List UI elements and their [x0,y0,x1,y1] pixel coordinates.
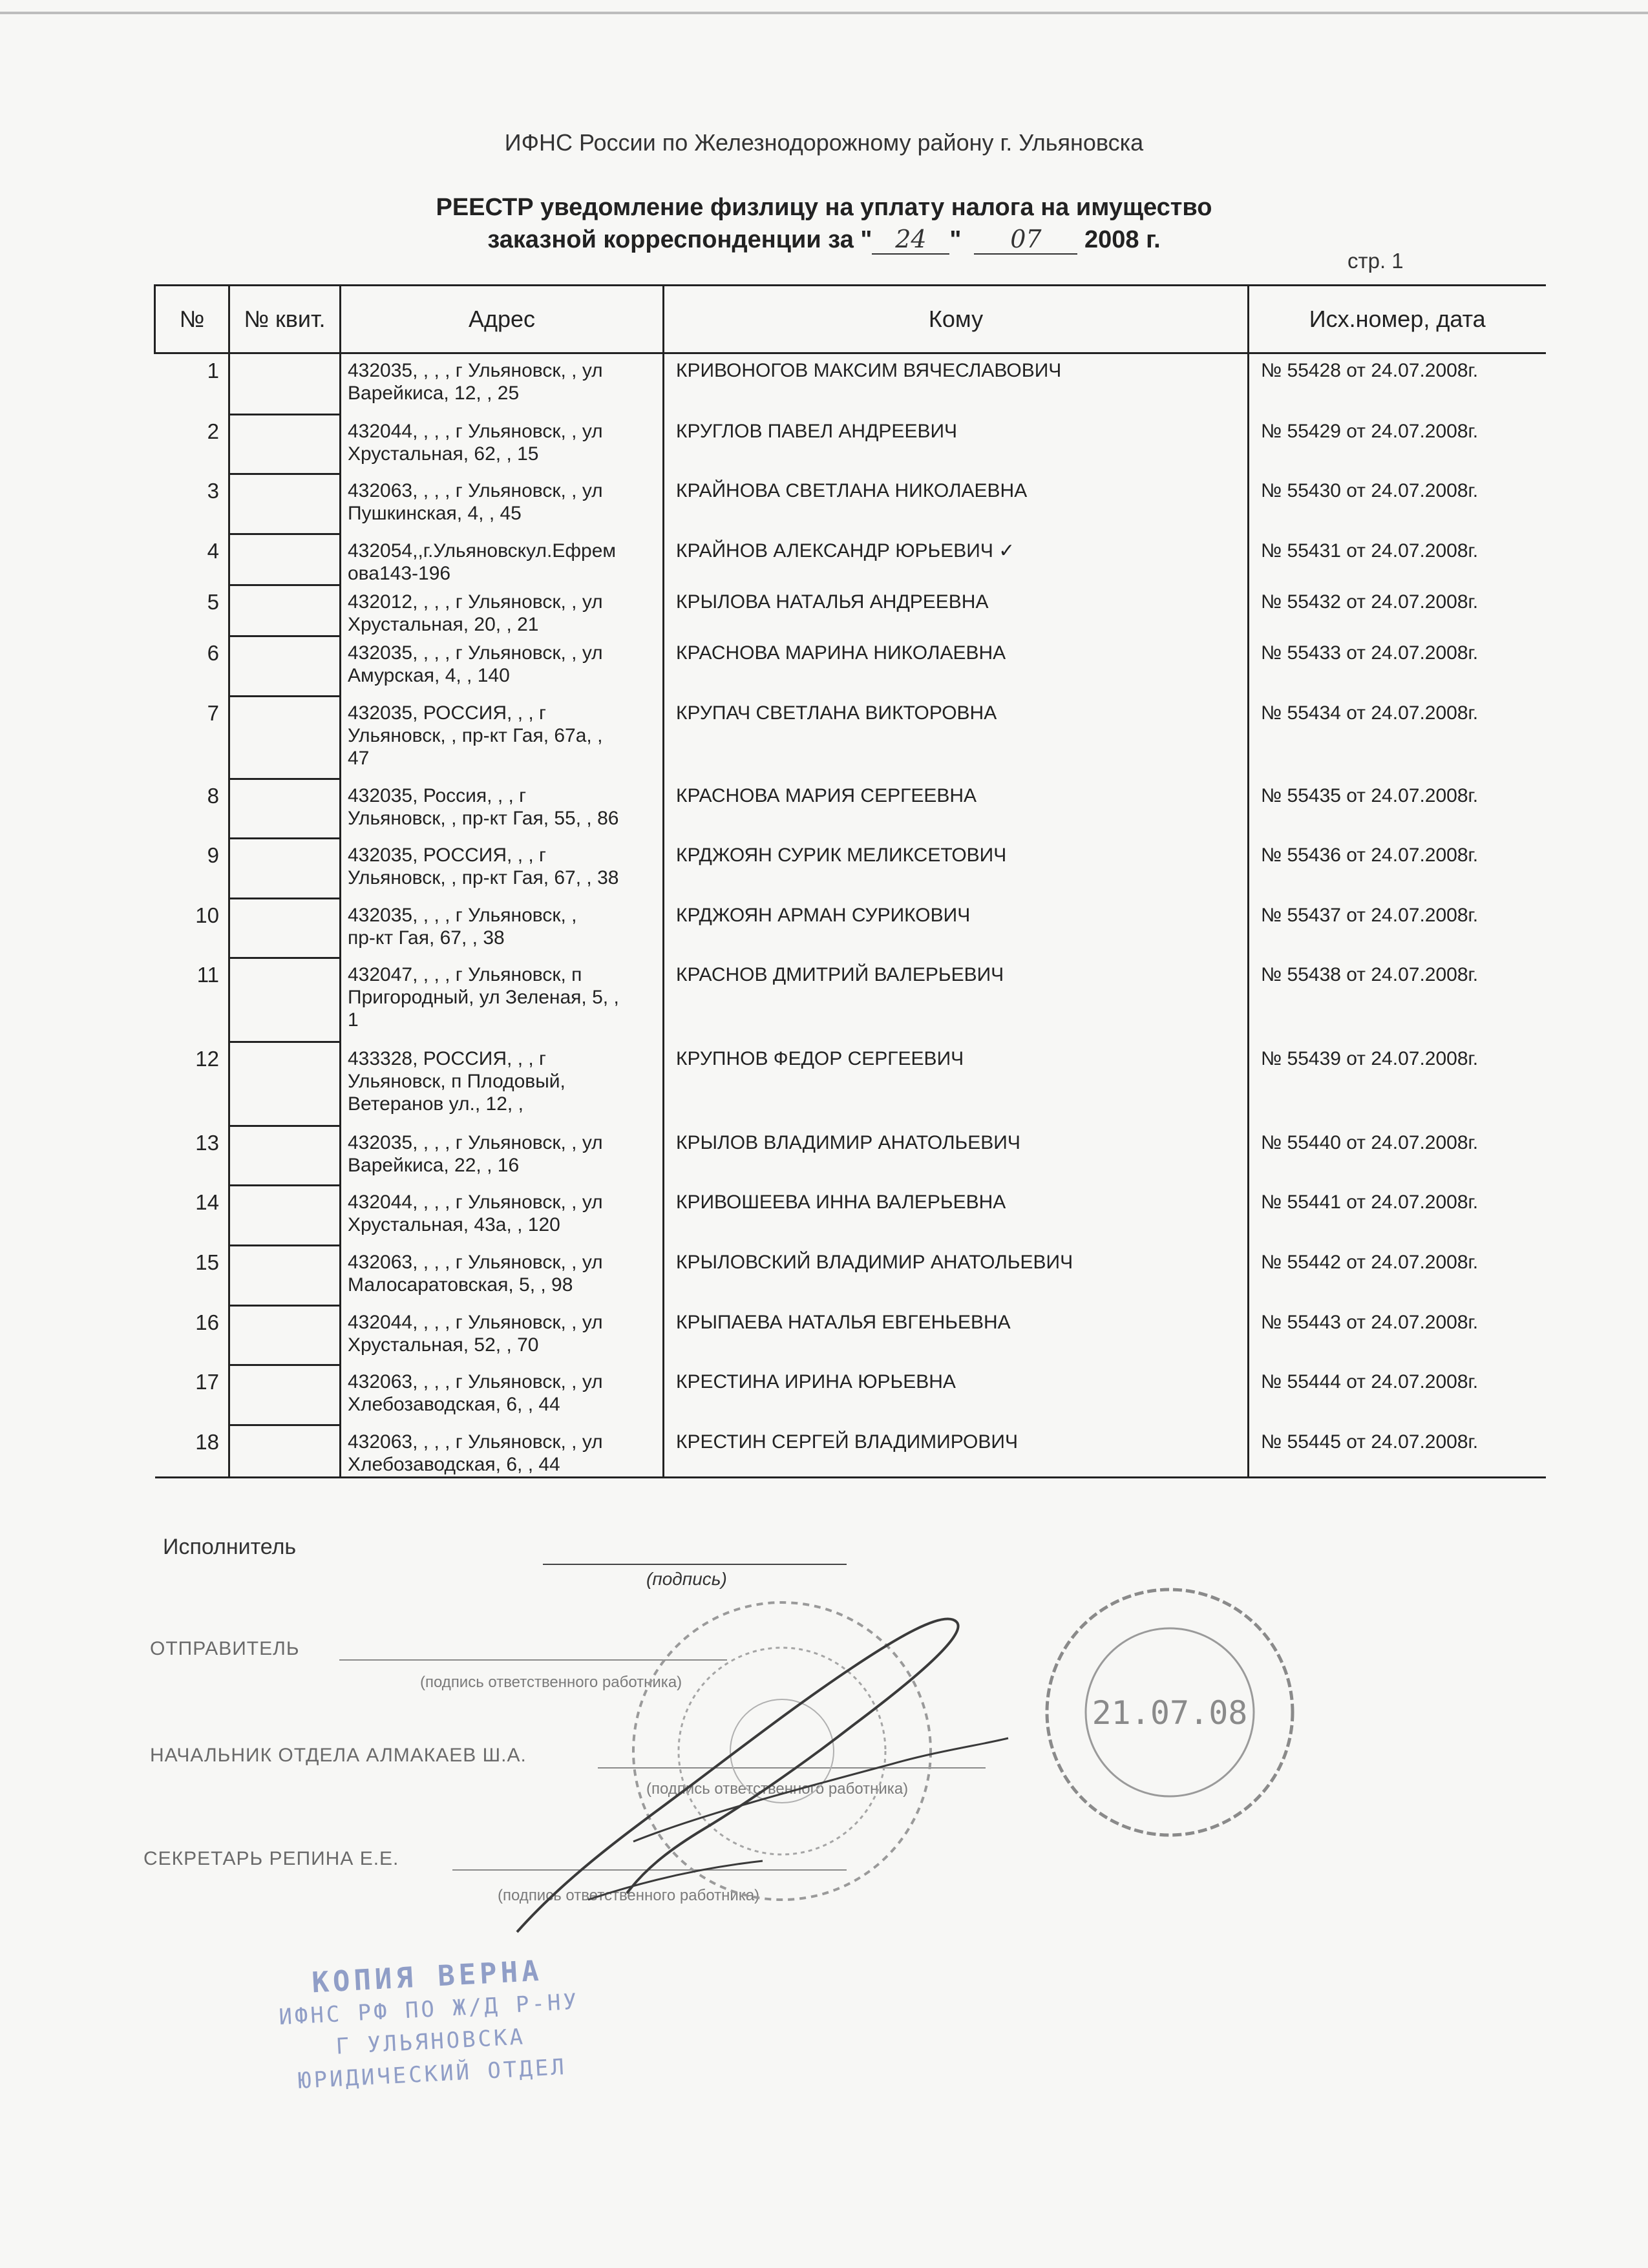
outgoing-ref-cell: № 55442 от 24.07.2008г. [1261,1251,1479,1273]
address-cell [341,1425,664,1478]
executor-signature-caption: (подпись) [646,1569,727,1589]
address-cell [341,534,664,585]
table-row [155,839,1546,899]
table-row [155,415,1546,474]
office-name: ИФНС России по Железнодорожному району г. Ульяновска [504,129,1144,156]
address-cell [341,1365,664,1425]
stamp-line-1: КОПИЯ ВЕРНА [311,1954,544,2000]
table-row [155,474,1546,534]
address-cell [341,839,664,899]
row-number: 5 [207,589,219,614]
recipient-cell: КРИВОНОГОВ МАКСИМ ВЯЧЕСЛАВОВИЧ [664,353,1249,415]
outgoing-ref-cell: № 55445 от 24.07.2008г. [1249,1425,1546,1478]
executor-label: Исполнитель [163,1535,297,1559]
outgoing-ref-cell: № 55439 от 24.07.2008г. [1261,1047,1479,1069]
address-cell [341,636,664,697]
header-outgoing-ref: Исх.номер, дата [1249,286,1546,353]
receipt-cell [229,1186,341,1246]
header-number: № [155,286,229,353]
receipt-cell [229,839,341,899]
recipient-cell: КРУПНОВ ФЕДОР СЕРГЕЕВИЧ [664,1042,1249,1126]
recipient-cell: КРДЖОЯН АРМАН СУРИКОВИЧ [664,899,1249,958]
outgoing-ref-cell: № 55443 от 24.07.2008г. [1261,1311,1479,1333]
sender-label: ОТПРАВИТЕЛЬ [150,1638,300,1659]
row-number: 9 [207,843,219,867]
table-row [155,1306,1546,1365]
table-row [155,1365,1546,1425]
address-line: Амурская, 4, , 140 [348,664,510,686]
page-number: стр. 1 [1347,249,1404,273]
address-line: Ульяновск, п Плодовый, [348,1070,565,1092]
receipt-cell [229,474,341,534]
address-line: Хрустальная, 52, , 70 [348,1334,539,1356]
date-quote: " [949,226,962,253]
outgoing-ref-cell: № 55438 от 24.07.2008г. [1261,963,1479,985]
address-cell [341,1246,664,1306]
sender-caption: (подпись ответственного работника) [420,1674,682,1691]
outgoing-ref-cell: № 55429 от 24.07.2008г. [1261,420,1479,442]
executor-signature-line [543,1564,847,1565]
receipt-cell [229,1042,341,1126]
address-line: 432035, Россия, , , г [348,784,527,806]
row-number: 17 [195,1369,219,1394]
address-line: 47 [348,747,370,769]
recipient-cell: КРЕСТИН СЕРГЕЙ ВЛАДИМИРОВИЧ [664,1425,1249,1478]
address-line: Хлебозаводская, 6, , 44 [348,1453,560,1475]
table-row [155,958,1546,1042]
address-line: Варейкиса, 22, , 16 [348,1154,520,1176]
row-number: 7 [207,700,219,725]
receipt-cell [229,958,341,1042]
recipient-cell: КРЫЛОВ ВЛАДИМИР АНАТОЛЬЕВИЧ [664,1126,1249,1186]
receipt-cell [229,415,341,474]
address-line: 432012, , , , г Ульяновск, , ул [348,591,603,613]
address-cell [341,697,664,779]
outgoing-ref-cell: № 55435 от 24.07.2008г. [1261,784,1479,806]
address-line: Пригородный, ул Зеленая, 5, , [348,986,619,1008]
address-cell [341,899,664,958]
header-address: Адрес [341,286,664,353]
table-row [155,1186,1546,1246]
receipt-cell [229,353,341,415]
outgoing-ref-cell: № 55430 от 24.07.2008г. [1261,479,1479,501]
address-cell [341,1126,664,1186]
secretary-caption: (подпись ответственного работника) [498,1887,760,1904]
recipient-cell: КРЕСТИНА ИРИНА ЮРЬЕВНА [664,1365,1249,1425]
row-number: 2 [207,419,219,443]
address-cell [341,1306,664,1365]
handwritten-month: 07 [974,225,1077,255]
recipient-cell: КРАСНОВА МАРИЯ СЕРГЕЕВНА [664,779,1249,839]
table-body [155,353,1546,1478]
stamp-line-2: ИФНС РФ ПО Ж/Д Р-НУ [278,1988,580,2031]
address-line: 432063, , , , г Ульяновск, , ул [348,1251,603,1273]
address-line: 432035, , , , г Ульяновск, , ул [348,360,603,381]
address-line: Ветеранов ул., 12, , [348,1093,523,1115]
outgoing-ref-cell: № 55436 от 24.07.2008г. [1261,844,1479,866]
row-number: 1 [207,359,219,383]
date-year: 2008 г. [1084,226,1161,253]
receipt-cell [229,1425,341,1478]
table-row [155,585,1546,636]
address-line: Хлебозаводская, 6, , 44 [348,1393,560,1415]
address-cell [341,958,664,1042]
scan-edge-line [0,12,1648,14]
address-line: 432044, , , , г Ульяновск, , ул [348,1191,603,1213]
address-line: 432044, , , , г Ульяновск, , ул [348,1311,603,1333]
recipient-cell: КРАЙНОВ АЛЕКСАНДР ЮРЬЕВИЧ ✓ [664,534,1249,585]
receipt-cell [229,585,341,636]
row-number: 10 [195,903,219,927]
address-line: 432044, , , , г Ульяновск, , ул [348,420,603,442]
header-recipient: Кому [664,286,1249,353]
recipient-cell: КРИВОШЕЕВА ИННА ВАЛЕРЬЕВНА [664,1186,1249,1246]
row-number: 11 [196,962,219,987]
chief-caption: (подпись ответственного работника) [646,1780,909,1798]
handwritten-signature [491,1596,1021,1958]
recipient-cell: КРЫЛОВСКИЙ ВЛАДИМИР АНАТОЛЬЕВИЧ [664,1246,1249,1306]
receipt-cell [229,697,341,779]
table-header-row [155,286,1546,353]
row-number: 15 [195,1250,219,1274]
row-number: 18 [155,1425,229,1478]
address-line: 433328, РОССИЯ, , , г [348,1047,546,1069]
address-line: 432035, , , , г Ульяновск, , ул [348,642,603,664]
receipt-cell [229,1246,341,1306]
table-row [155,1425,1546,1478]
address-line: Пушкинская, 4, , 45 [348,502,522,524]
address-line: Хрустальная, 62, , 15 [348,443,539,465]
outgoing-ref-cell: № 55437 от 24.07.2008г. [1261,904,1479,926]
recipient-cell: КРУПАЧ СВЕТЛАНА ВИКТОРОВНА [664,697,1249,779]
address-cell [341,353,664,415]
table-row [155,1126,1546,1186]
stamp-line-4: ЮРИДИЧЕСКИЙ ОТДЕЛ [297,2054,567,2094]
address-line: Варейкиса, 12, , 25 [348,383,520,404]
receipt-cell [229,1365,341,1425]
chief-label: НАЧАЛЬНИК ОТДЕЛА АЛМАКАЕВ Ш.А. [150,1745,527,1766]
address-cell [341,779,664,839]
address-line: 432047, , , , г Ульяновск, п [348,963,582,985]
address-line: Ульяновск, , пр-кт Гая, 67, , 38 [348,866,619,888]
address-line: 432035, РОССИЯ, , , г [348,844,546,866]
registry-table [154,284,1546,1478]
outgoing-ref-cell: № 55432 от 24.07.2008г. [1261,591,1479,613]
row-number: 6 [207,640,219,665]
header-receipt: № квит. [229,286,341,353]
address-cell [341,474,664,534]
address-line: Ульяновск, , пр-кт Гая, 55, , 86 [348,807,619,829]
outgoing-ref-cell: № 55440 от 24.07.2008г. [1261,1131,1479,1153]
copy-certified-stamp [259,1953,601,2099]
recipient-cell: КРУГЛОВ ПАВЕЛ АНДРЕЕВИЧ [664,415,1249,474]
recipient-cell: КРАЙНОВА СВЕТЛАНА НИКОЛАЕВНА [664,474,1249,534]
address-line: 432054,,г.Ульяновскул.Ефрем [348,540,617,562]
address-line: Хрустальная, 43а, , 120 [348,1213,560,1235]
address-line: 432035, , , , г Ульяновск, , ул [348,1131,603,1153]
row-number: 16 [195,1310,219,1334]
outgoing-ref-cell: № 55428 от 24.07.2008г. [1261,360,1479,381]
address-cell [341,1042,664,1126]
address-cell [341,585,664,636]
outgoing-ref-cell: № 55434 от 24.07.2008г. [1261,702,1479,724]
receipt-cell [229,1126,341,1186]
row-number: 14 [195,1190,219,1214]
row-number: 12 [195,1046,219,1071]
address-cell [341,415,664,474]
postmark-date: 21.07.08 [1092,1694,1248,1732]
address-line: 432035, РОССИЯ, , , г [348,702,546,724]
table-row [155,1246,1546,1306]
row-number: 8 [207,783,219,808]
table-row [155,697,1546,779]
address-line: пр-кт Гая, 67, , 38 [348,927,505,949]
subtitle-prefix: заказной корреспонденции за " [487,226,872,253]
address-line: 432063, , , , г Ульяновск, , ул [348,1431,603,1453]
recipient-cell: КРДЖОЯН СУРИК МЕЛИКСЕТОВИЧ [664,839,1249,899]
row-number: 13 [195,1130,219,1155]
table-row [155,899,1546,958]
recipient-cell: КРЫЛОВА НАТАЛЬЯ АНДРЕЕВНА [664,585,1249,636]
address-line: Ульяновск, , пр-кт Гая, 67а, , [348,724,603,746]
postmark-stamp-icon [1034,1577,1305,1848]
outgoing-ref-cell: № 55431 от 24.07.2008г. [1261,540,1479,562]
address-line: Хрустальная, 20, , 21 [348,613,539,635]
outgoing-ref-cell: № 55433 от 24.07.2008г. [1261,642,1479,664]
row-number: 3 [207,478,219,503]
row-number: 4 [207,538,219,563]
address-line: ова143-196 [348,562,451,584]
address-line: 432063, , , , г Ульяновск, , ул [348,1370,603,1392]
address-line: 432035, , , , г Ульяновск, , [348,904,577,926]
recipient-cell: КРАСНОВ ДМИТРИЙ ВАЛЕРЬЕВИЧ [664,958,1249,1042]
table-row [155,353,1546,415]
recipient-cell: КРЫПАЕВА НАТАЛЬЯ ЕВГЕНЬЕВНА [664,1306,1249,1365]
address-line: 432063, , , , г Ульяновск, , ул [348,479,603,501]
receipt-cell [229,636,341,697]
address-line: Малосаратовская, 5, , 98 [348,1274,573,1296]
address-cell [341,1186,664,1246]
receipt-cell [229,534,341,585]
registry-title: РЕЕСТР уведомление физлицу на уплату налога на имущество [436,194,1212,221]
table-row [155,636,1546,697]
address-line: 1 [348,1009,359,1031]
handwritten-day: 24 [872,225,949,255]
receipt-cell [229,1306,341,1365]
outgoing-ref-cell: № 55444 от 24.07.2008г. [1261,1370,1479,1392]
table-row [155,1042,1546,1126]
receipt-cell [229,899,341,958]
table-row [155,534,1546,585]
recipient-cell: КРАСНОВА МАРИНА НИКОЛАЕВНА [664,636,1249,697]
table-row [155,779,1546,839]
receipt-cell [229,779,341,839]
outgoing-ref-cell: № 55441 от 24.07.2008г. [1261,1191,1479,1213]
secretary-label: СЕКРЕТАРЬ РЕПИНА Е.Е. [143,1848,399,1869]
stamp-line-3: Г УЛЬЯНОВСКА [335,2024,526,2060]
